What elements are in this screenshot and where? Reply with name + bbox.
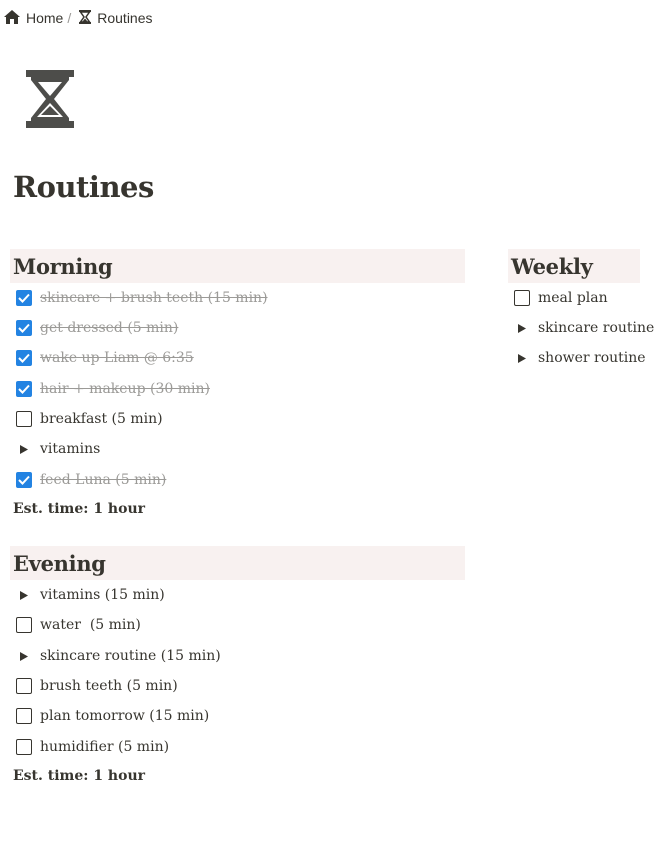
list-item (16, 675, 178, 697)
triangle-right-icon[interactable] (16, 441, 32, 457)
checkbox[interactable] (16, 708, 32, 724)
item-label: get dressed (5 min) (40, 320, 179, 336)
hourglass-icon (79, 10, 97, 27)
breadcrumb-home-label: Home (26, 10, 64, 26)
list-item (16, 614, 141, 636)
checkbox[interactable] (514, 290, 530, 306)
list-item (514, 287, 608, 309)
toggle-item (514, 347, 646, 369)
evening-est-time: Est. time: 1 hour (13, 768, 146, 784)
item-label: feed Luna (5 min) (40, 472, 167, 488)
checkbox[interactable] (16, 381, 32, 397)
triangle-right-icon[interactable] (16, 648, 32, 664)
triangle-right-icon[interactable] (16, 587, 32, 603)
checkbox[interactable] (16, 472, 32, 488)
checkbox[interactable] (16, 320, 32, 336)
checkbox[interactable] (16, 350, 32, 366)
checkbox[interactable] (16, 411, 32, 427)
triangle-right-icon[interactable] (514, 350, 530, 366)
list-item (16, 287, 268, 309)
list-item (16, 469, 166, 491)
item-label: vitamins (40, 441, 101, 457)
checkbox[interactable] (16, 739, 32, 755)
list-item (16, 705, 209, 727)
breadcrumb-home[interactable] (4, 10, 63, 27)
breadcrumb (4, 8, 153, 28)
toggle-item (16, 645, 221, 667)
item-label: breakfast (5 min) (40, 411, 163, 427)
morning-header (10, 249, 465, 283)
page-title: Routines (13, 170, 154, 204)
morning-est-time: Est. time: 1 hour (13, 501, 146, 517)
breadcrumb-current[interactable] (79, 10, 152, 27)
weekly-header (508, 249, 640, 283)
checkbox[interactable] (16, 617, 32, 633)
item-label: humidifier (5 min) (40, 739, 170, 755)
item-label: meal plan (538, 290, 608, 306)
evening-header (10, 546, 465, 580)
item-label: skincare routine (15 min) (40, 648, 221, 664)
item-label: brush teeth (5 min) (40, 678, 178, 694)
evening-title: Evening (13, 550, 106, 576)
list-item (16, 408, 163, 430)
list-item (16, 317, 178, 339)
weekly-title: Weekly (511, 253, 593, 279)
home-icon (4, 10, 26, 27)
checkbox[interactable] (16, 290, 32, 306)
toggle-item (514, 317, 654, 339)
item-label: water (5 min) (40, 617, 141, 633)
list-item (16, 378, 210, 400)
item-label: wake up Liam @ 6:35 (40, 350, 194, 366)
triangle-right-icon[interactable] (514, 320, 530, 336)
toggle-item (16, 584, 165, 606)
item-label: shower routine (538, 350, 646, 366)
page-hourglass-icon[interactable] (26, 70, 74, 128)
list-item (16, 736, 169, 758)
item-label: vitamins (15 min) (40, 587, 165, 603)
item-label: skincare routine (538, 320, 654, 336)
item-label: hair + makeup (30 min) (40, 381, 210, 397)
morning-title: Morning (13, 253, 113, 279)
list-item (16, 347, 194, 369)
toggle-item (16, 438, 100, 460)
checkbox[interactable] (16, 678, 32, 694)
breadcrumb-separator: / (67, 10, 72, 26)
item-label: plan tomorrow (15 min) (40, 708, 210, 724)
item-label: skincare + brush teeth (15 min) (40, 290, 268, 306)
breadcrumb-current-label: Routines (97, 10, 153, 26)
